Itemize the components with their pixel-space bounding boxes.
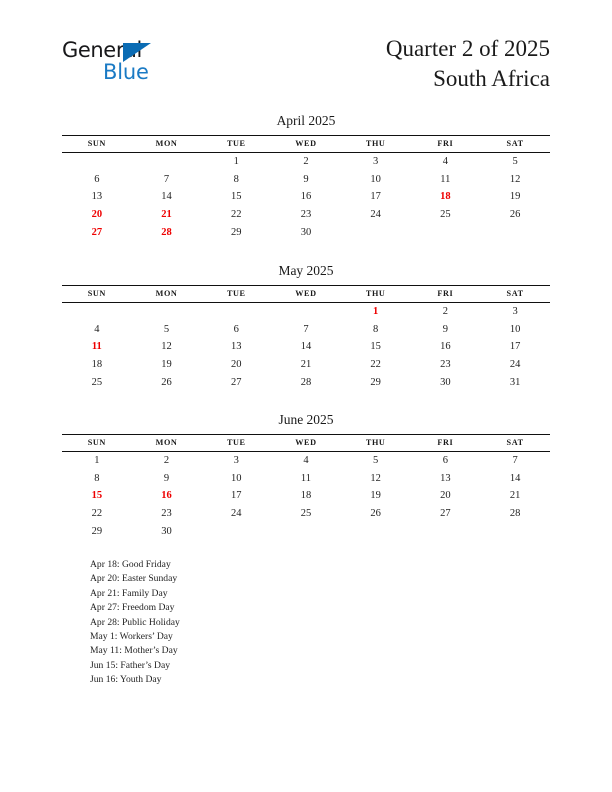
calendar-week-row: [62, 171, 550, 189]
weekday-header-thu: THU: [341, 136, 411, 153]
weekday-header-sun: SUN: [62, 286, 132, 303]
calendar-day-empty: [132, 153, 202, 171]
calendar-day[interactable]: 23: [300, 209, 312, 221]
calendar-week-row: [62, 505, 550, 523]
calendar-day-empty: [201, 303, 271, 321]
calendar-day[interactable]: 31: [509, 376, 521, 388]
calendar-day[interactable]: 26: [509, 209, 521, 221]
calendar-week-row: [62, 338, 550, 356]
calendar-day[interactable]: 7: [512, 455, 518, 467]
calendar-table-april: [62, 135, 550, 241]
quarter-title: Quarter 2 of 2025: [385, 36, 550, 61]
page-title: [386, 34, 550, 94]
calendar-day[interactable]: 18: [91, 359, 103, 371]
calendar-day[interactable]: 24: [370, 209, 381, 221]
calendar-day[interactable]: 9: [303, 173, 309, 185]
calendar-day[interactable]: 4: [303, 455, 309, 467]
calendar-day-empty: [132, 303, 202, 321]
calendar-day-empty: [201, 522, 271, 540]
calendar-day[interactable]: 8: [373, 323, 379, 335]
month-block-may: [62, 262, 550, 391]
month-block-april: [62, 112, 550, 241]
calendar-week-row: [62, 522, 550, 540]
calendar-day[interactable]: 6: [442, 455, 448, 467]
weekday-header-sat: SAT: [480, 435, 550, 452]
calendar-day[interactable]: 27: [440, 508, 451, 520]
calendar-day[interactable]: 29: [370, 376, 381, 388]
calendar-day[interactable]: 2: [303, 156, 309, 168]
weekday-header-sat: SAT: [480, 136, 550, 153]
calendar-day[interactable]: 5: [163, 323, 170, 335]
weekday-header-sat: SAT: [480, 286, 550, 303]
general-blue-logo: [62, 38, 202, 90]
weekday-header-mon: MON: [132, 286, 202, 303]
month-title: June 2025: [278, 412, 334, 427]
holiday-legend-item: Apr 28: Public Holiday: [90, 616, 180, 628]
holiday-legend-item: Jun 15: Father’s Day: [90, 659, 171, 671]
calendar-body: [62, 153, 550, 241]
calendar-body: [62, 303, 550, 391]
calendar-day[interactable]: 27: [231, 376, 242, 388]
holiday-legend-list: [90, 558, 390, 688]
calendar-day-holiday[interactable]: 27: [91, 226, 103, 238]
calendar-day[interactable]: 10: [509, 323, 521, 335]
weekday-header-wed: WED: [271, 136, 341, 153]
holiday-legend-item: Jun 16: Youth Day: [90, 674, 162, 686]
calendar-day[interactable]: 2: [163, 455, 170, 467]
calendar-day-empty: [271, 303, 341, 321]
calendar-day-empty: [271, 522, 341, 540]
calendar-day[interactable]: 24: [509, 359, 521, 371]
calendar-day[interactable]: 17: [509, 341, 521, 353]
holiday-legend-item: Apr 27: Freedom Day: [90, 602, 175, 614]
calendar-day[interactable]: 11: [440, 173, 451, 185]
calendar-day-empty: [411, 522, 481, 540]
calendar-week-row: [62, 373, 550, 391]
calendar-day[interactable]: 30: [440, 376, 451, 388]
calendar-day[interactable]: 26: [370, 508, 381, 520]
calendar-day[interactable]: 9: [442, 323, 448, 335]
calendar-day[interactable]: 22: [231, 209, 242, 221]
weekday-header-wed: WED: [271, 435, 341, 452]
calendar-day-holiday[interactable]: 20: [91, 209, 103, 221]
calendar-day[interactable]: 26: [161, 376, 172, 388]
calendar-day[interactable]: 14: [300, 341, 312, 353]
calendar-day[interactable]: 13: [231, 341, 242, 353]
calendar-day-holiday[interactable]: 16: [161, 490, 172, 502]
calendar-day-empty: [480, 223, 550, 241]
calendar-day[interactable]: 29: [91, 525, 103, 537]
calendar-day-empty: [341, 522, 411, 540]
calendar-day[interactable]: 13: [440, 472, 451, 484]
calendar-day[interactable]: 20: [231, 359, 242, 371]
calendar-day-empty: [411, 223, 481, 241]
calendar-day-empty: [341, 223, 411, 241]
weekday-header-sun: SUN: [62, 136, 132, 153]
calendar-body: [62, 452, 550, 540]
holiday-legend-item: May 11: Mother’s Day: [90, 645, 178, 657]
calendar-week-row: [62, 356, 550, 374]
calendar-day[interactable]: 17: [370, 191, 381, 203]
calendar-day[interactable]: 25: [300, 508, 312, 520]
calendar-day-holiday[interactable]: 15: [91, 490, 103, 502]
holiday-legend-item: Apr 21: Family Day: [90, 587, 168, 599]
logo-text-general: General: [62, 38, 142, 62]
calendar-day[interactable]: 24: [231, 508, 242, 520]
calendar-day[interactable]: 15: [370, 341, 381, 353]
calendar-day[interactable]: 8: [233, 173, 239, 185]
country-title: South Africa: [433, 66, 550, 91]
calendar-day[interactable]: 6: [233, 323, 239, 335]
calendar-day-holiday[interactable]: 11: [91, 341, 102, 353]
weekday-header-row: [62, 286, 550, 303]
calendar-day[interactable]: 29: [231, 226, 242, 238]
calendar-day[interactable]: 3: [512, 306, 518, 318]
calendar-day[interactable]: 19: [509, 191, 521, 203]
weekday-header-thu: THU: [341, 286, 411, 303]
calendar-day-holiday[interactable]: 1: [373, 306, 379, 318]
weekday-header-tue: TUE: [201, 435, 271, 452]
calendar-day[interactable]: 15: [231, 191, 242, 203]
calendar-day-empty: [480, 522, 550, 540]
weekday-header-fri: FRI: [411, 435, 481, 452]
calendar-day[interactable]: 25: [91, 376, 103, 388]
calendar-week-row: [62, 206, 550, 224]
page-header: [0, 34, 612, 102]
calendar-day[interactable]: 23: [440, 359, 451, 371]
calendar-day-empty: [62, 153, 132, 171]
holiday-legend-item: Apr 20: Easter Sunday: [90, 573, 178, 585]
calendar-day[interactable]: 11: [300, 472, 312, 484]
calendar-day[interactable]: 10: [370, 173, 381, 185]
calendar-day[interactable]: 22: [370, 359, 381, 371]
logo-text-blue: Blue: [103, 60, 149, 84]
calendar-day[interactable]: 12: [370, 472, 381, 484]
weekday-header-wed: WED: [271, 286, 341, 303]
calendar-day[interactable]: 21: [300, 359, 312, 371]
weekday-header-row: [62, 435, 550, 452]
calendar-week-row: [62, 452, 550, 470]
weekday-header-row: [62, 136, 550, 153]
calendar-day[interactable]: 10: [231, 472, 242, 484]
calendar-day[interactable]: 28: [300, 376, 312, 388]
calendar-week-row: [62, 303, 550, 321]
calendar-day[interactable]: 30: [161, 525, 172, 537]
calendar-week-row: [62, 188, 550, 206]
calendar-day-holiday[interactable]: 18: [440, 191, 451, 203]
calendar-week-row: [62, 487, 550, 505]
calendar-week-row: [62, 321, 550, 339]
weekday-header-tue: TUE: [201, 286, 271, 303]
weekday-header-sun: SUN: [62, 435, 132, 452]
month-title: May 2025: [278, 263, 334, 278]
weekday-header-thu: THU: [341, 435, 411, 452]
calendar-day[interactable]: 7: [163, 173, 170, 185]
calendar-day[interactable]: 30: [300, 226, 312, 238]
calendar-week-row: [62, 223, 550, 241]
calendar-day[interactable]: 3: [373, 156, 379, 168]
calendar-day[interactable]: 6: [94, 173, 100, 185]
weekday-header-mon: MON: [132, 136, 202, 153]
calendar-day-empty: [62, 303, 132, 321]
calendar-table-june: [62, 434, 550, 540]
calendar-day[interactable]: 2: [442, 306, 448, 318]
calendar-day[interactable]: 14: [509, 472, 521, 484]
calendar-week-row: [62, 153, 550, 171]
calendar-day[interactable]: 12: [161, 341, 172, 353]
calendar-day[interactable]: 13: [91, 191, 103, 203]
holiday-legend-item: May 1: Workers’ Day: [90, 631, 173, 643]
calendar-day[interactable]: 17: [231, 490, 242, 502]
calendar-day[interactable]: 4: [442, 156, 448, 168]
weekday-header-fri: FRI: [411, 286, 481, 303]
calendar-day-holiday[interactable]: 28: [161, 226, 172, 238]
calendar-day[interactable]: 16: [300, 191, 312, 203]
calendar-day[interactable]: 1: [94, 455, 100, 467]
calendar-day[interactable]: 21: [509, 490, 521, 502]
calendar-day[interactable]: 25: [440, 209, 451, 221]
calendar-day[interactable]: 12: [509, 173, 521, 185]
calendar-day[interactable]: 28: [509, 508, 521, 520]
calendar-day[interactable]: 19: [161, 359, 172, 371]
calendar-day[interactable]: 19: [370, 490, 381, 502]
calendar-day[interactable]: 5: [512, 156, 518, 168]
month-title: April 2025: [276, 113, 336, 128]
weekday-header-mon: MON: [132, 435, 202, 452]
calendar-day[interactable]: 18: [300, 490, 312, 502]
month-block-june: [62, 411, 550, 540]
weekday-header-fri: FRI: [411, 136, 481, 153]
calendar-day[interactable]: 9: [163, 472, 170, 484]
calendar-day[interactable]: 22: [91, 508, 103, 520]
calendar-day[interactable]: 7: [303, 323, 309, 335]
calendar-day[interactable]: 16: [440, 341, 451, 353]
calendar-day-holiday[interactable]: 21: [161, 209, 172, 221]
weekday-header-tue: TUE: [201, 136, 271, 153]
calendar-day[interactable]: 8: [94, 472, 100, 484]
calendar-day[interactable]: 20: [440, 490, 451, 502]
calendar-day[interactable]: 5: [373, 455, 379, 467]
calendar-week-row: [62, 470, 550, 488]
calendar-day[interactable]: 23: [161, 508, 172, 520]
holiday-legend-item: Apr 18: Good Friday: [90, 559, 171, 570]
calendar-day[interactable]: 1: [233, 156, 239, 168]
calendar-day[interactable]: 4: [94, 323, 100, 335]
calendar-day[interactable]: 3: [233, 455, 239, 467]
calendar-table-may: [62, 285, 550, 391]
calendar-day[interactable]: 14: [161, 191, 172, 203]
